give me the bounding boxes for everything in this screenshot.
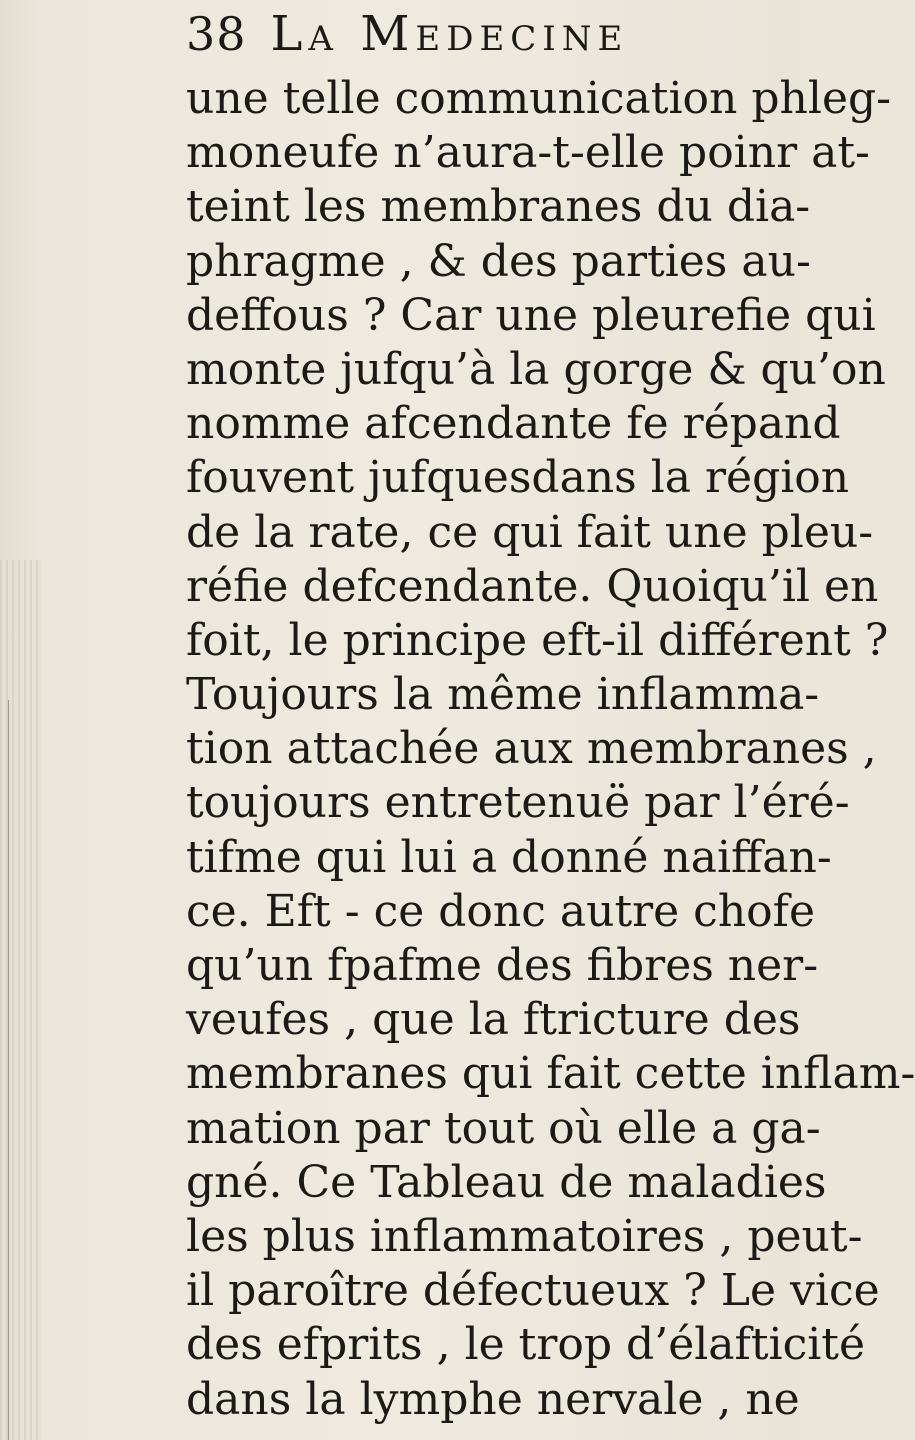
text-line: une telle communication phleg-: [186, 73, 892, 124]
text-line: gné. Ce Tableau de maladies: [186, 1156, 827, 1208]
text-line: qu’un fpafme des fibres ner-: [186, 940, 819, 991]
text-line: tion attachée aux membranes ,: [186, 723, 877, 775]
text-line: toujours entretenuë par l’éré-: [186, 777, 850, 829]
text-line: des efprits , le trop d’élafticité: [186, 1319, 866, 1371]
text-line: monte jufqu’à la gorge & qu’on: [186, 343, 886, 395]
text-line: deffous ? Car une pleurefie qui: [186, 289, 876, 341]
page-header: [186, 6, 746, 76]
text-line: dans la lymphe nervale , ne: [186, 1373, 800, 1425]
body-text: [186, 72, 915, 1427]
page-number: 38: [186, 7, 247, 61]
text-line: les plus inflammatoires , peut-: [186, 1210, 863, 1262]
text-line: teint les membranes du dia-: [186, 181, 811, 233]
text-line: Toujours la même inflamma-: [186, 669, 820, 721]
text-line: il paroître défectueux ? Le vice: [186, 1265, 880, 1317]
text-line: mation par tout où elle a ga-: [186, 1102, 821, 1154]
text-line: de la rate, ce qui fait une pleu-: [186, 506, 874, 558]
text-line: phragme , & des parties au-: [186, 235, 811, 287]
text-line: fouvent jufquesdans la région: [186, 452, 850, 504]
page-edge-line: [0, 700, 9, 1440]
text-line: moneufe n’aura-t-elle poinr at-: [186, 127, 870, 179]
text-line: tifme qui lui a donné naiffan-: [186, 831, 832, 883]
text-line: nomme afcendante fe répand: [186, 398, 841, 450]
text-line: veufes , que la ftricture des: [186, 994, 801, 1046]
text-line: ce. Eft - ce donc autre chofe: [186, 885, 815, 937]
running-title: La Medecine: [270, 6, 629, 62]
text-line: membranes qui fait cette inflam-: [186, 1048, 915, 1100]
text-line: réfie defcendante. Quoiqu’il en: [186, 560, 879, 612]
text-line: foit, le principe eft-il différent ?: [186, 614, 889, 666]
